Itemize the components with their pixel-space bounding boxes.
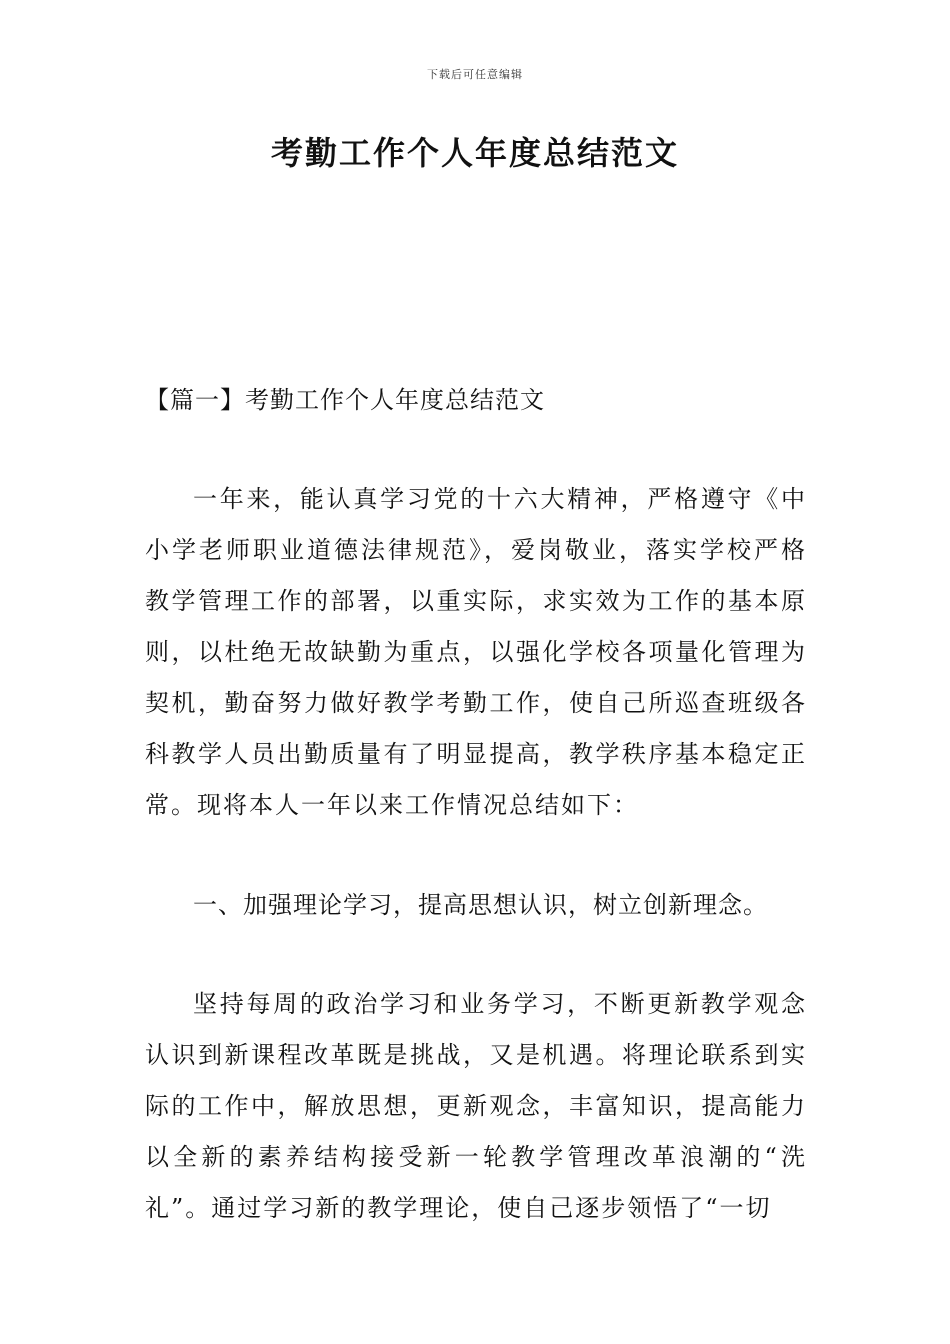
paragraph-1: 一年来，能认真学习党的十六大精神，严格遵守《中小学老师职业道德法律规范》，爱岗敬业，落实学校严格教学管理工作的部署，以重实际，求实效为工作的基本原则，以杜绝无故缺勤为重点，以强化学校各项量化管理为契机，勤奋努力做好教学考勤工作，使自己所巡查班级各科教学人员出勤质量有了明显提高，教学秩序基本稳定正常。现将本人一年以来工作情况总结如下：: [145, 485, 807, 819]
page-title: 考勤工作个人年度总结范文: [270, 134, 679, 172]
paragraph-2: 坚持每周的政治学习和业务学习，不断更新教学观念认识到新课程改革既是挑战，又是机遇。将理论联系到实际的工作中，解放思想，更新观念，丰富知识，提高能力以全新的素养结构接受新一轮教学管理改革浪潮的“洗礼”。通过学习新的教学理论，使自己逐步领悟了“一切: [145, 990, 807, 1222]
section-heading: 【篇一】考勤工作个人年度总结范文: [145, 386, 545, 414]
document-body: [145, 376, 807, 1284]
header-note: 下载后可任意编辑: [427, 68, 523, 81]
subheading-1: 一、加强理论学习，提高思想认识，树立创新理念。: [193, 891, 768, 919]
